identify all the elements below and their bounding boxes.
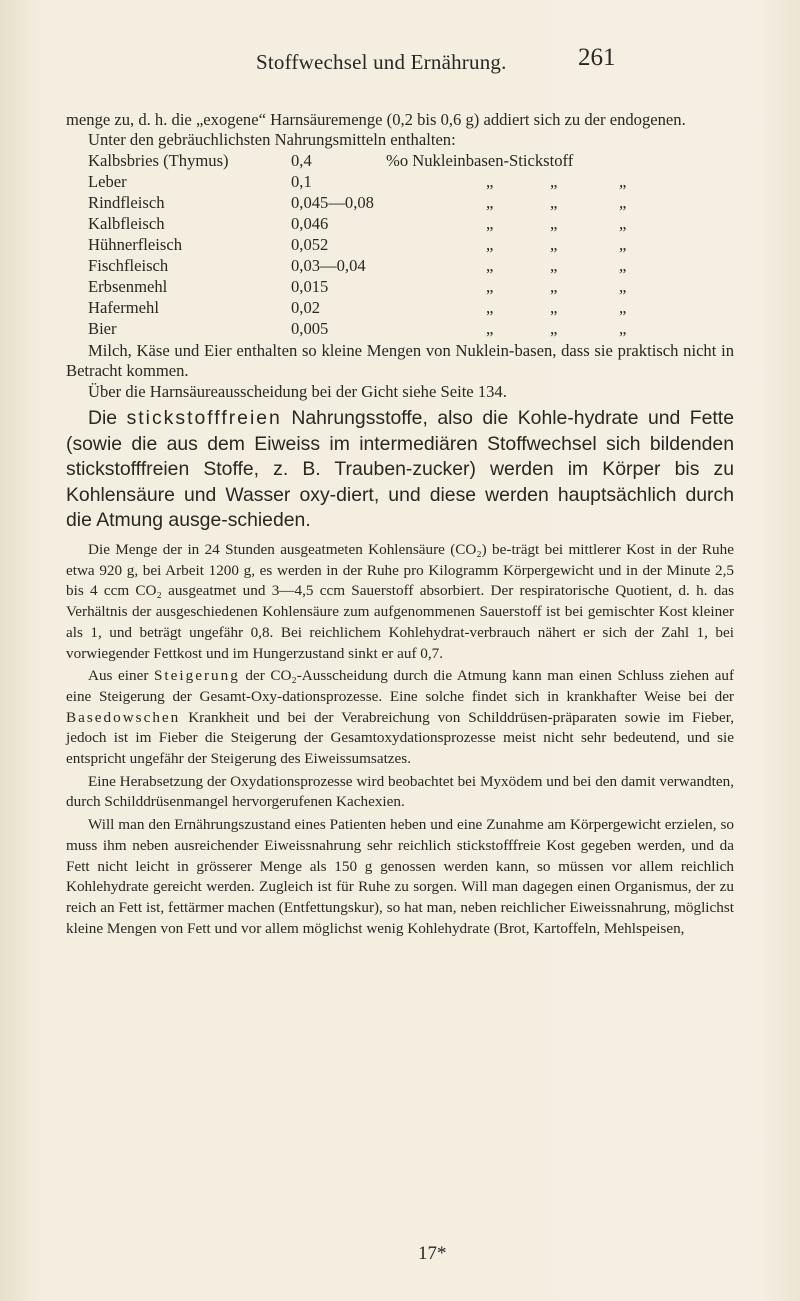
- running-head: [0, 44, 800, 84]
- food-value: 0,005: [291, 318, 329, 338]
- ditto-mark: „: [550, 171, 558, 191]
- text-segment: Aus einer: [88, 667, 149, 685]
- ditto-mark: „: [550, 234, 558, 254]
- emphasis-steigerung: Steigerung: [153, 667, 240, 685]
- ditto-mark: „: [486, 255, 494, 275]
- ditto-mark: „: [486, 297, 494, 317]
- ditto-mark: „: [486, 318, 494, 338]
- ditto-mark: „: [619, 297, 627, 317]
- table-row: [66, 319, 734, 340]
- text-segment: der CO₂-Ausscheidung durch die Atmung kann man einen Schluss ziehen auf eine Steigerung der Gesamt-Oxy-dationsprozesse. Eine solche findet sich in krankhafter Weise bei der: [66, 667, 735, 705]
- ditto-mark: „: [619, 276, 627, 296]
- main-emphasis: stickstofffreien: [126, 407, 282, 430]
- table-row: [66, 235, 734, 256]
- table-row: [66, 214, 734, 235]
- main-rest: Nahrungsstoffe, also die Kohle-hydrate und Fette (sowie die aus dem Eiweiss im intermediären Stoffwechsel sich bildenden stickstofffreien Stoffe, z. B. Trauben-zucker) werden im Körper bis zu Kohlensäure und Wasser oxy-diert, und diese werden hauptsächlich durch die Atmung ausge-schieden.: [66, 407, 734, 532]
- food-value: 0,046: [291, 213, 329, 233]
- running-title: Stoffwechsel und Ernährung.: [256, 50, 507, 74]
- milk-paragraph: Milch, Käse und Eier enthalten so kleine Mengen von Nuklein-basen, dass sie praktisch nicht in Betracht kommen.: [66, 340, 734, 381]
- ditto-mark: „: [550, 297, 558, 317]
- ditto-mark: „: [619, 234, 627, 254]
- emphasis-basedow: Basedowschen: [66, 708, 181, 726]
- food-value: 0,03—0,04: [291, 255, 366, 275]
- food-name: Leber: [88, 171, 127, 191]
- page-number: 261: [578, 44, 616, 71]
- table-row: [66, 193, 734, 214]
- ditto-mark: „: [619, 318, 627, 338]
- text-segment: Krankheit und bei der Verabreichung von Schilddrüsen-präparaten sowie im Fieber, jedoch ist im Fieber die Steigerung der Gesamtoxydationsprozesse meist nicht sehr bedeutend, und sie entspricht ungefähr der Steigerung des Eiweissumsatzes.: [66, 708, 734, 768]
- page-content: [66, 110, 734, 939]
- table-row: [66, 277, 734, 298]
- ditto-mark: „: [550, 192, 558, 212]
- table-intro: Unter den gebräuchlichsten Nahrungsmitteln enthalten:: [88, 130, 456, 150]
- food-name: Hafermehl: [88, 297, 159, 317]
- food-value: 0,02: [291, 297, 321, 317]
- ditto-mark: „: [550, 255, 558, 275]
- ditto-mark: „: [619, 213, 627, 233]
- food-name: Rindfleisch: [88, 192, 165, 212]
- table-row: [66, 172, 734, 193]
- ditto-mark: „: [486, 213, 494, 233]
- ditto-mark: „: [550, 276, 558, 296]
- food-value: 0,1: [291, 171, 312, 191]
- food-value: 0,4: [291, 150, 312, 170]
- main-paragraph: [66, 406, 734, 534]
- food-name: Bier: [88, 318, 117, 338]
- gout-reference: Über die Harnsäureausscheidung bei der Gicht siehe Seite 134.: [88, 381, 507, 401]
- table-row: [66, 256, 734, 277]
- ditto-mark: „: [550, 318, 558, 338]
- oxidation-decrease-paragraph: Eine Herabsetzung der Oxydationsprozesse wird beobachtet bei Myxödem und bei den damit verwandten, durch Schilddrüsenmangel hervorgerufenen Kachexien.: [66, 772, 734, 811]
- oxidation-increase-paragraph: [66, 666, 734, 770]
- ditto-mark: „: [619, 171, 627, 191]
- co2-paragraph: Die Menge der in 24 Stunden ausgeatmeten Kohlensäure (CO₂) be-trägt bei mittlerer Kost in der Ruhe etwa 920 g, bei Arbeit 1200 g, es werden in der Ruhe pro Kilogramm Körpergewicht und in der Minute 2,5 bis 4 ccm CO₂ ausgeatmet und 3—4,5 ccm Sauerstoff absorbiert. Der respiratorische Quotient, d. h. das Verhältnis der ausgeschiedenen Kohlensäure zum aufgenommenen Sauerstoff ist bei gemischter Kost kleiner als 1, und beträgt ungefähr 0,8. Bei reichlichem Kohlehydrat-verbrauch nähert er sich der Zahl 1, bei vorwiegender Fettkost und im Hungerzustand sinkt er auf 0,7.: [66, 541, 734, 662]
- food-name: Kalbsbries (Thymus): [88, 150, 229, 170]
- intro-paragraph: menge zu, d. h. die „exogene“ Harnsäuremenge (0,2 bis 0,6 g) addiert sich zu der endogenen.: [66, 110, 686, 129]
- ditto-mark: „: [486, 192, 494, 212]
- main-pre: Die: [88, 407, 118, 430]
- food-name: Erbsenmehl: [88, 276, 168, 296]
- table-row: [66, 298, 734, 319]
- food-value: 0,015: [291, 276, 329, 296]
- table-row: [66, 151, 734, 172]
- ditto-mark: „: [486, 276, 494, 296]
- ditto-mark: „: [550, 213, 558, 233]
- food-name: Fischfleisch: [88, 255, 169, 275]
- food-value: 0,052: [291, 234, 329, 254]
- unit-label: %o Nukleinbasen-Stickstoff: [386, 150, 574, 170]
- ditto-mark: „: [486, 171, 494, 191]
- food-value: 0,045—0,08: [291, 192, 374, 212]
- food-name: Kalbfleisch: [88, 213, 165, 233]
- nuclein-table: [66, 151, 734, 339]
- ditto-mark: „: [486, 234, 494, 254]
- food-name: Hühnerfleisch: [88, 234, 182, 254]
- signature-mark: 17*: [418, 1243, 447, 1264]
- ditto-mark: „: [619, 192, 627, 212]
- nutrition-paragraph: Will man den Ernährungszustand eines Patienten heben und eine Zunahme am Körpergewicht erzielen, so muss ihm neben ausreichender Eiweissnahrung sehr reichlich stickstofffreie Kost gegeben werden, und da Fett nicht leicht in grösserer Menge als 150 g genossen werden kann, so müssen vor allem reichlich Kohlehydrate gereicht werden. Zugleich ist für Ruhe zu sorgen. Will man dagegen einen Organismus, der zu reich an Fett ist, fettärmer machen (Entfettungskur), so hat man, neben reichlicher Eiweissnahrung, möglichst kleine Mengen von Fett und vor allem möglichst wenig Kohlehydrate (Brot, Kartoffeln, Mehlspeisen,: [66, 816, 734, 937]
- ditto-mark: „: [619, 255, 627, 275]
